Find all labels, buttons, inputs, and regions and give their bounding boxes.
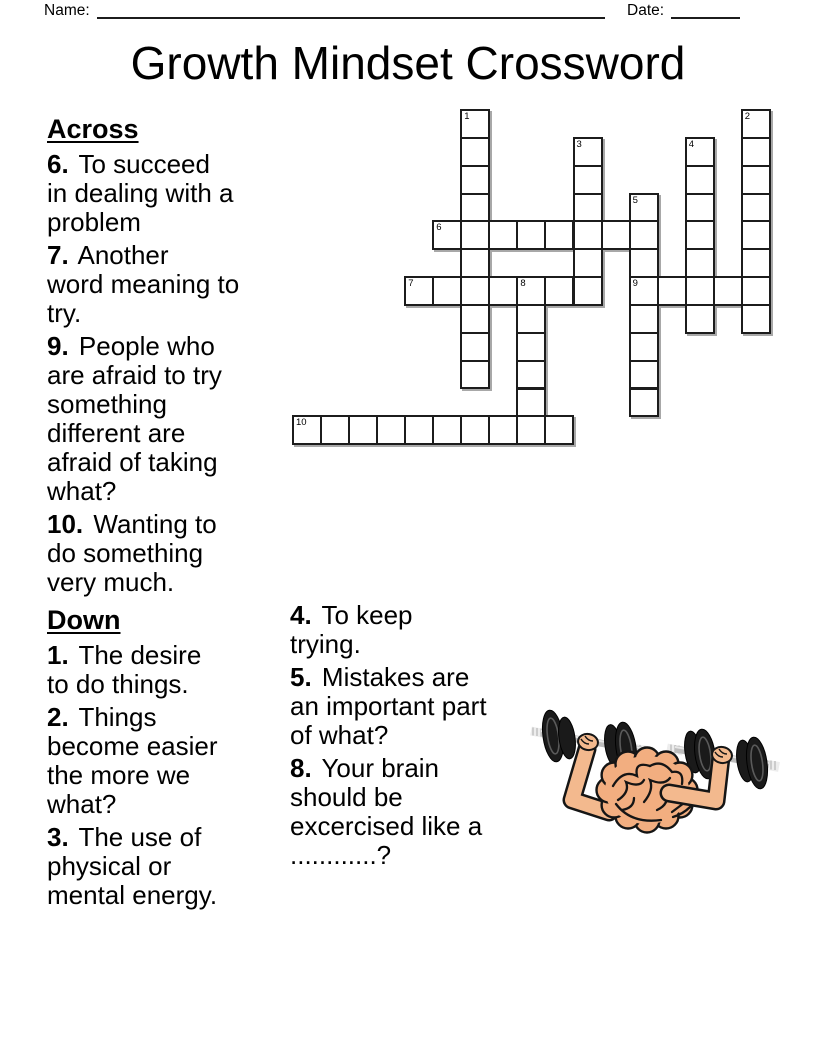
grid-cell-r1c16[interactable] bbox=[741, 137, 771, 167]
cell-number: 5 bbox=[632, 194, 638, 206]
clue-4-down: 4. To keep trying. bbox=[290, 600, 413, 659]
across-clues-list bbox=[47, 150, 289, 597]
grid-cell-r6c4[interactable] bbox=[404, 276, 434, 306]
grid-cell-r1c6[interactable] bbox=[460, 137, 490, 167]
clue-7-across: 7. Another word meaning to try. bbox=[47, 240, 240, 328]
grid-cell-r7c6[interactable] bbox=[460, 304, 490, 334]
grid-cell-r11c6[interactable] bbox=[460, 415, 490, 445]
grid-cell-r4c10[interactable] bbox=[573, 220, 603, 250]
cell-number: 4 bbox=[688, 138, 694, 150]
clue-5-down: 5. Mistakes are an important part of what? bbox=[290, 662, 487, 750]
grid-cell-r11c4[interactable] bbox=[404, 415, 434, 445]
cell-number: 7 bbox=[408, 278, 414, 290]
name-input-line[interactable] bbox=[97, 17, 605, 19]
grid-cell-r4c9[interactable] bbox=[544, 220, 574, 250]
grid-cell-r6c12[interactable] bbox=[629, 276, 659, 306]
cell-number: 9 bbox=[632, 278, 638, 290]
grid-cell-r6c9[interactable] bbox=[544, 276, 574, 306]
grid-cell-r6c10[interactable] bbox=[573, 276, 603, 306]
grid-cell-r4c5[interactable] bbox=[432, 220, 462, 250]
grid-cell-r6c7[interactable] bbox=[488, 276, 518, 306]
grid-cell-r5c14[interactable] bbox=[685, 248, 715, 278]
grid-cell-r4c6[interactable] bbox=[460, 220, 490, 250]
clue-3-down: 3. The use of physical or mental energy. bbox=[47, 822, 218, 910]
cell-number: 3 bbox=[576, 138, 582, 150]
grid-cell-r2c14[interactable] bbox=[685, 165, 715, 195]
name-label: Name: bbox=[44, 2, 90, 19]
grid-cell-r9c12[interactable] bbox=[629, 360, 659, 390]
clue-10-across: 10. Wanting to do something very much. bbox=[47, 509, 217, 597]
grid-cell-r0c16[interactable] bbox=[741, 109, 771, 139]
grid-cell-r6c5[interactable] bbox=[432, 276, 462, 306]
grid-cell-r6c8[interactable] bbox=[516, 276, 546, 306]
cell-number: 6 bbox=[436, 222, 442, 234]
grid-cell-r11c1[interactable] bbox=[320, 415, 350, 445]
cell-number: 8 bbox=[520, 278, 526, 290]
grid-cell-r4c14[interactable] bbox=[685, 220, 715, 250]
grid-cell-r11c5[interactable] bbox=[432, 415, 462, 445]
grid-cell-r8c8[interactable] bbox=[516, 332, 546, 362]
grid-cell-r5c16[interactable] bbox=[741, 248, 771, 278]
grid-cell-r11c9[interactable] bbox=[544, 415, 574, 445]
grid-cell-r4c12[interactable] bbox=[629, 220, 659, 250]
brain-lifting-dumbbells-illustration bbox=[523, 693, 788, 848]
grid-cell-r2c16[interactable] bbox=[741, 165, 771, 195]
grid-cell-r9c8[interactable] bbox=[516, 360, 546, 390]
grid-cell-r11c7[interactable] bbox=[488, 415, 518, 445]
grid-cell-r1c14[interactable] bbox=[685, 137, 715, 167]
down-clues-list-left bbox=[47, 641, 289, 910]
grid-cell-r8c6[interactable] bbox=[460, 332, 490, 362]
grid-cell-r3c6[interactable] bbox=[460, 193, 490, 223]
grid-cell-r11c0[interactable] bbox=[292, 415, 322, 445]
clue-6-across: 6. To succeed in dealing with a problem bbox=[47, 149, 234, 237]
grid-cell-r3c10[interactable] bbox=[573, 193, 603, 223]
cell-number: 1 bbox=[464, 111, 470, 122]
grid-cell-r5c10[interactable] bbox=[573, 248, 603, 278]
down-clues-list-middle bbox=[290, 601, 545, 870]
cell-number: 2 bbox=[744, 111, 751, 122]
clue-8-down: 8. Your brain should be excercised like a ............? bbox=[290, 753, 483, 870]
grid-cell-r3c16[interactable] bbox=[741, 193, 771, 223]
grid-cell-r6c13[interactable] bbox=[657, 276, 687, 306]
grid-cell-r2c6[interactable] bbox=[460, 165, 490, 195]
grid-cell-r9c6[interactable] bbox=[460, 360, 490, 390]
grid-cell-r7c12[interactable] bbox=[629, 304, 659, 334]
down-heading: Down bbox=[47, 605, 121, 635]
grid-cell-r4c8[interactable] bbox=[516, 220, 546, 250]
grid-cell-r11c8[interactable] bbox=[516, 415, 546, 445]
grid-cell-r5c12[interactable] bbox=[629, 248, 659, 278]
page-title: Growth Mindset Crossword bbox=[130, 37, 686, 89]
grid-cell-r4c16[interactable] bbox=[741, 220, 771, 250]
grid-cell-r7c8[interactable] bbox=[516, 304, 546, 334]
grid-cell-r11c2[interactable] bbox=[348, 415, 378, 445]
grid-cell-r1c10[interactable] bbox=[573, 137, 603, 167]
grid-cell-r10c12[interactable] bbox=[629, 388, 659, 418]
date-label: Date: bbox=[627, 2, 665, 19]
grid-cell-r7c16[interactable] bbox=[741, 304, 771, 334]
clue-9-across: 9. People who are afraid to try something different are afraid of taking what? bbox=[47, 331, 222, 506]
grid-cell-r6c16[interactable] bbox=[741, 276, 771, 306]
grid-cell-r6c15[interactable] bbox=[713, 276, 743, 306]
clues-middle-column bbox=[290, 601, 545, 874]
clue-1-down: 1. The desire to do things. bbox=[47, 640, 202, 699]
clues-left-column bbox=[47, 114, 289, 914]
grid-cell-r11c3[interactable] bbox=[376, 415, 406, 445]
clue-2-down: 2. Things become easier the more we what? bbox=[47, 702, 218, 819]
grid-cell-r3c14[interactable] bbox=[685, 193, 715, 223]
grid-cell-r4c11[interactable] bbox=[601, 220, 631, 250]
grid-cell-r4c7[interactable] bbox=[488, 220, 518, 250]
grid-cell-r7c14[interactable] bbox=[685, 304, 715, 334]
grid-cell-r8c12[interactable] bbox=[629, 332, 659, 362]
grid-cell-r10c8[interactable] bbox=[516, 388, 546, 418]
grid-cell-r6c6[interactable] bbox=[460, 276, 490, 306]
grid-cell-r3c12[interactable] bbox=[629, 193, 659, 223]
grid-cell-r5c6[interactable] bbox=[460, 248, 490, 278]
grid-cell-r2c10[interactable] bbox=[573, 165, 603, 195]
grid-cell-r0c6[interactable] bbox=[460, 109, 490, 139]
cell-number: 10 bbox=[296, 417, 307, 429]
grid-cell-r6c14[interactable] bbox=[685, 276, 715, 306]
across-heading: Across bbox=[47, 114, 139, 144]
date-input-line[interactable] bbox=[671, 17, 740, 19]
